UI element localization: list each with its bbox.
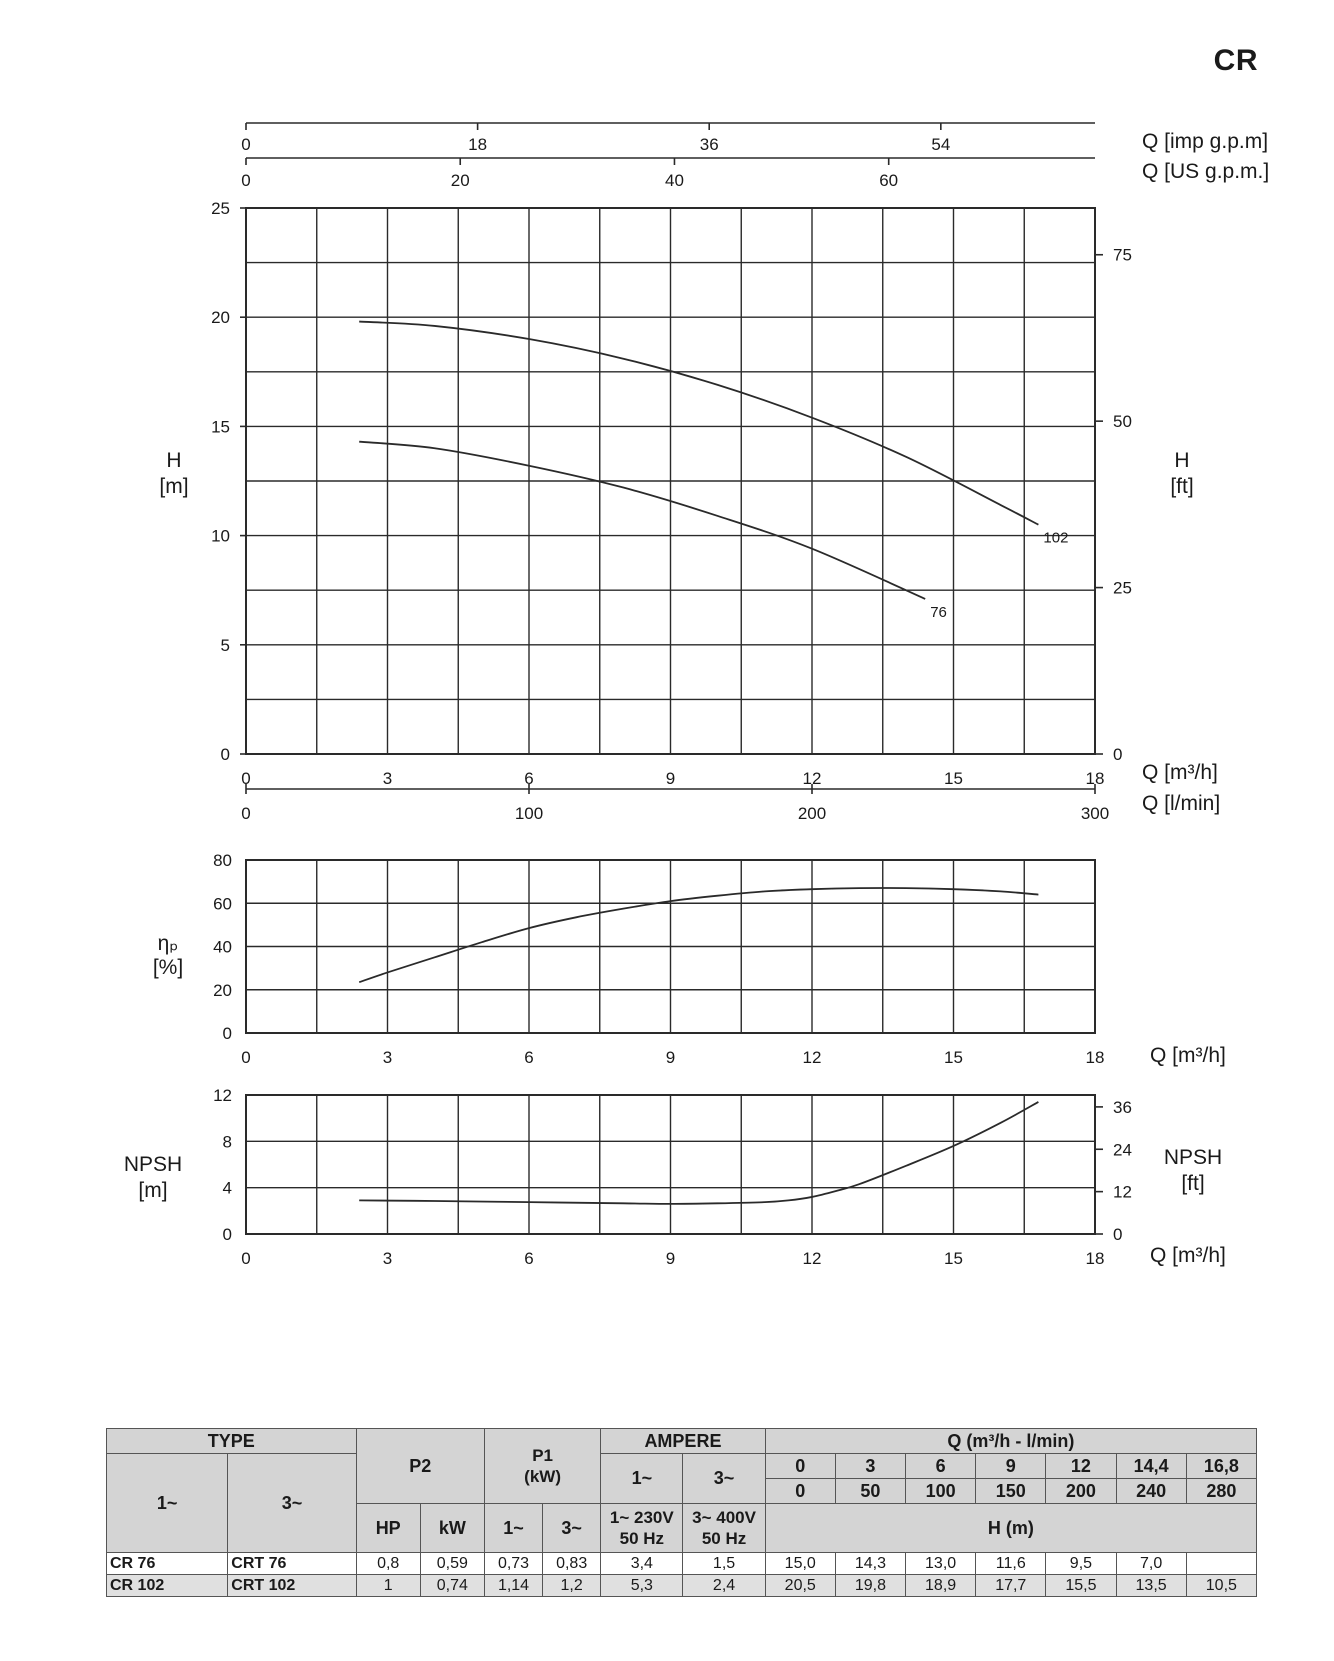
x-tick-label: 3 <box>382 1249 393 1268</box>
ampere-header: AMPERE <box>601 1429 765 1454</box>
ft-tick-label: 0 <box>1113 1225 1123 1244</box>
q-m3h-cell: 12 <box>1046 1454 1116 1479</box>
head-curve-76 <box>359 442 925 599</box>
h-cell: 20,5 <box>765 1575 835 1597</box>
p1-1-cell: 0,73 <box>484 1553 542 1575</box>
p1-1-phase-header: 1~ <box>484 1504 542 1553</box>
q-header: Q (m³/h - l/min) <box>765 1429 1256 1454</box>
efficiency-curve <box>359 888 1038 982</box>
usgpm-tick-label: 20 <box>450 171 470 190</box>
x-tick-label: 9 <box>665 1249 676 1268</box>
curve-label-76: 76 <box>930 603 947 621</box>
y-tick-label: 20 <box>211 308 230 328</box>
lmin-tick-label: 300 <box>1080 804 1110 823</box>
y-tick-label: 0 <box>222 1225 232 1244</box>
y-tick-label: 40 <box>213 937 232 957</box>
q-m3h-cell: 9 <box>976 1454 1046 1479</box>
type-header: TYPE <box>107 1429 357 1454</box>
y-axis-title-efficiency: ηₚ <box>157 932 179 955</box>
x-tick-label: 0 <box>241 769 251 788</box>
lmin-tick-label: 0 <box>241 804 251 823</box>
h-cell: 14,3 <box>835 1553 905 1575</box>
npsh-curve <box>359 1102 1038 1204</box>
y-axis-title-npsh-m: [m] <box>138 1179 168 1202</box>
type-3-phase-header: 3~ <box>228 1454 356 1553</box>
ampere-3-phase-header: 3~ <box>683 1454 765 1504</box>
hp-cell: 1 <box>356 1575 420 1597</box>
page-title: CR <box>1213 44 1258 77</box>
p1-unit: (kW) <box>524 1467 561 1486</box>
y-axis-title-m: [m] <box>159 475 189 498</box>
x-tick-label: 15 <box>944 769 963 788</box>
q-m3h-cell: 3 <box>835 1454 905 1479</box>
table-row <box>107 1575 1257 1597</box>
ft-tick-label: 12 <box>1113 1182 1132 1202</box>
hp-header: HP <box>356 1504 420 1553</box>
axis-label-m3h: Q [m³/h] <box>1142 761 1218 784</box>
lmin-tick-label: 100 <box>514 804 544 823</box>
y-tick-label: 5 <box>220 635 230 655</box>
q-lmin-cell: 240 <box>1116 1479 1186 1504</box>
ampere-3-hz: 50 Hz <box>701 1529 747 1548</box>
kw-cell: 0,74 <box>420 1575 484 1597</box>
ft-tick-label: 24 <box>1113 1140 1132 1160</box>
x-tick-label: 9 <box>665 769 676 788</box>
q-lmin-cell: 200 <box>1046 1479 1116 1504</box>
axis-label-usgpm: Q [US g.p.m.] <box>1142 160 1270 183</box>
x-tick-label: 15 <box>944 1048 963 1067</box>
ampere-1-voltage-header <box>601 1504 683 1553</box>
x-tick-label: 6 <box>524 769 534 788</box>
q-m3h-cell: 0 <box>765 1454 835 1479</box>
ampere-1-hz: 50 Hz <box>619 1529 665 1548</box>
spec-table <box>106 1428 1257 1597</box>
h-cell: 13,5 <box>1116 1575 1186 1597</box>
y-axis-title-ft: [ft] <box>1170 475 1194 498</box>
h-cell: 17,7 <box>976 1575 1046 1597</box>
q-lmin-cell: 0 <box>765 1479 835 1504</box>
q-m3h-cell: 14,4 <box>1116 1454 1186 1479</box>
y-axis-title-ft: H <box>1174 449 1190 472</box>
ft-tick-label: 75 <box>1113 245 1132 265</box>
usgpm-tick-label: 40 <box>665 171 684 190</box>
y-tick-label: 15 <box>211 417 230 437</box>
hp-cell: 0,8 <box>356 1553 420 1575</box>
ampere-1-cell: 5,3 <box>601 1575 683 1597</box>
kw-cell: 0,59 <box>420 1553 484 1575</box>
h-cell: 19,8 <box>835 1575 905 1597</box>
q-lmin-cell: 280 <box>1186 1479 1256 1504</box>
x-tick-label: 12 <box>802 769 822 788</box>
ampere-3-cell: 2,4 <box>683 1575 765 1597</box>
ft-tick-label: 25 <box>1113 578 1132 598</box>
y-tick-label: 0 <box>220 745 230 764</box>
type-1-cell: CR 76 <box>107 1553 228 1575</box>
type-1-cell: CR 102 <box>107 1575 228 1597</box>
ampere-1-phase-header: 1~ <box>601 1454 683 1504</box>
h-cell: 9,5 <box>1046 1553 1116 1575</box>
q-lmin-cell: 150 <box>976 1479 1046 1504</box>
ft-tick-label: 36 <box>1113 1097 1132 1117</box>
ampere-3-voltage: 3~ 400V <box>692 1508 756 1527</box>
y-tick-label: 4 <box>222 1178 232 1198</box>
p1-3-cell: 1,2 <box>543 1575 601 1597</box>
q-lmin-cell: 50 <box>835 1479 905 1504</box>
ampere-3-voltage-header <box>683 1504 765 1553</box>
x-tick-label: 9 <box>665 1048 676 1067</box>
h-m-header: H (m) <box>765 1504 1256 1553</box>
y-axis-title-efficiency: [%] <box>152 956 184 979</box>
usgpm-tick-label: 0 <box>241 171 251 190</box>
type-1-phase-header: 1~ <box>107 1454 228 1553</box>
usgpm-tick-label: 60 <box>879 171 899 190</box>
x-tick-label: 12 <box>802 1048 822 1067</box>
p1-3-phase-header: 3~ <box>543 1504 601 1553</box>
h-cell: 10,5 <box>1186 1575 1256 1597</box>
curve-label-102: 102 <box>1043 529 1069 547</box>
impgpm-tick-label: 36 <box>699 135 719 154</box>
x-tick-label: 0 <box>241 1249 251 1268</box>
h-cell: 15,0 <box>765 1553 835 1575</box>
x-tick-label: 3 <box>382 1048 393 1067</box>
y-axis-title-npsh-ft: [ft] <box>1181 1172 1205 1195</box>
q-m3h-cell: 6 <box>906 1454 976 1479</box>
p1-header <box>484 1429 600 1504</box>
p1-3-cell: 0,83 <box>543 1553 601 1575</box>
y-tick-label: 8 <box>222 1132 232 1152</box>
axis-label-impgpm: Q [imp g.p.m] <box>1142 130 1269 153</box>
h-cell: 13,0 <box>906 1553 976 1575</box>
table-row <box>107 1553 1257 1575</box>
x-tick-label: 18 <box>1085 1048 1105 1067</box>
y-axis-title-m: H <box>166 449 182 472</box>
lmin-tick-label: 200 <box>797 804 827 823</box>
p1-label: P1 <box>532 1446 553 1465</box>
ft-tick-label: 0 <box>1113 745 1123 764</box>
y-axis-title-npsh-m: NPSH <box>123 1153 183 1176</box>
h-cell <box>1186 1553 1256 1575</box>
ampere-1-cell: 3,4 <box>601 1553 683 1575</box>
axis-label-m3h: Q [m³/h] <box>1150 1044 1226 1067</box>
h-cell: 18,9 <box>906 1575 976 1597</box>
p1-1-cell: 1,14 <box>484 1575 542 1597</box>
h-cell: 11,6 <box>976 1553 1046 1575</box>
y-tick-label: 60 <box>213 894 232 914</box>
y-axis-title-npsh-ft: NPSH <box>1163 1146 1223 1169</box>
h-cell: 7,0 <box>1116 1553 1186 1575</box>
axis-label-lmin: Q [l/min] <box>1142 792 1221 815</box>
spec-table-wrap <box>106 1428 1257 1597</box>
y-tick-label: 25 <box>211 199 230 218</box>
q-lmin-cell: 100 <box>906 1479 976 1504</box>
ampere-1-voltage: 1~ 230V <box>609 1508 674 1527</box>
y-tick-label: 10 <box>211 526 230 546</box>
y-tick-label: 0 <box>222 1024 232 1043</box>
y-tick-label: 20 <box>213 980 232 1000</box>
h-cell: 15,5 <box>1046 1575 1116 1597</box>
impgpm-tick-label: 54 <box>931 135 951 154</box>
impgpm-tick-label: 18 <box>468 135 488 154</box>
x-tick-label: 6 <box>524 1048 534 1067</box>
axis-label-m3h: Q [m³/h] <box>1150 1244 1226 1267</box>
y-tick-label: 12 <box>213 1086 232 1105</box>
ft-tick-label: 50 <box>1113 412 1132 432</box>
q-m3h-cell: 16,8 <box>1186 1454 1256 1479</box>
x-tick-label: 0 <box>241 1048 251 1067</box>
type-3-cell: CRT 76 <box>228 1553 356 1575</box>
x-tick-label: 18 <box>1085 1249 1105 1268</box>
x-tick-label: 12 <box>802 1249 822 1268</box>
type-3-cell: CRT 102 <box>228 1575 356 1597</box>
kw-header: kW <box>420 1504 484 1553</box>
x-tick-label: 15 <box>944 1249 963 1268</box>
x-tick-label: 18 <box>1085 769 1105 788</box>
ampere-3-cell: 1,5 <box>683 1553 765 1575</box>
head-curve-102 <box>359 322 1038 525</box>
impgpm-tick-label: 0 <box>241 135 251 154</box>
x-tick-label: 3 <box>382 769 393 788</box>
y-tick-label: 80 <box>213 851 232 870</box>
p2-header: P2 <box>356 1429 484 1504</box>
x-tick-label: 6 <box>524 1249 534 1268</box>
